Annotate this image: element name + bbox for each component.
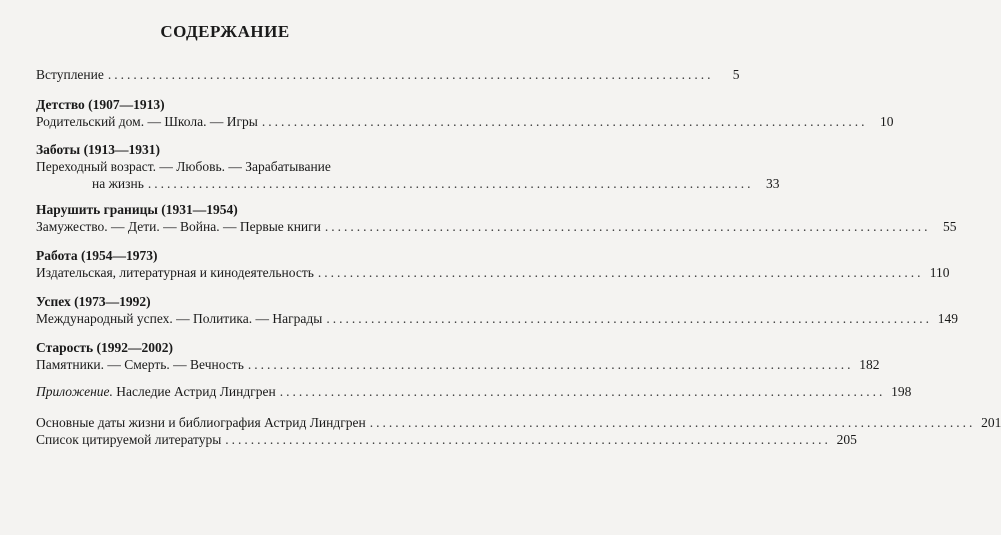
toc-entry-text: Список цитируемой литературы: [36, 432, 222, 447]
section-heading-childhood: Детство (1907—1913): [36, 97, 165, 112]
toc-entry-appendix[interactable]: [36, 383, 912, 400]
dot-leader: ...............................................................................................: [261, 114, 868, 129]
dot-leader: ...............................................................................................: [247, 357, 854, 372]
page-number: 182: [859, 357, 880, 372]
page-number: 198: [891, 384, 912, 399]
page-title: СОДЕРЖАНИЕ: [160, 22, 290, 41]
toc-entry-text: [36, 383, 276, 400]
toc-entry-text: Памятники. — Смерть. — Вечность: [36, 357, 244, 372]
page-number: 33: [765, 176, 780, 191]
toc-entry-dates[interactable]: [36, 414, 1001, 431]
page-number: 110: [929, 265, 950, 280]
toc-entry-work[interactable]: [36, 264, 950, 281]
page-number: 5: [732, 67, 740, 82]
toc-entry-text: Переходный возраст. — Любовь. — Зарабатывание: [36, 159, 331, 174]
page-number: 10: [879, 114, 894, 129]
page-number: 205: [836, 432, 857, 447]
section-heading-oldage: Старость (1992—2002): [36, 340, 174, 355]
toc-entry-text: Издательская, литературная и кинодеятельность: [36, 265, 314, 280]
section-heading-work: Работа (1954—1973): [36, 248, 158, 263]
appendix-title: Наследие Астрид Линдгрен: [112, 384, 276, 399]
page-number: 55: [943, 219, 957, 234]
dot-leader: ...............................................................................................: [369, 415, 976, 430]
dot-leader: ...............................................................................................: [225, 432, 831, 447]
toc-entry-cares-line1[interactable]: [36, 158, 406, 175]
dot-leader: ...............................................................................................: [279, 384, 886, 399]
toc-entry-text: Вступление: [36, 67, 104, 82]
toc-entry-breaking[interactable]: [36, 218, 957, 235]
dot-leader: ...............................................................................................: [317, 265, 924, 280]
toc-entry-cares-line2[interactable]: [36, 175, 780, 192]
section-heading-cares: Заботы (1913—1931): [36, 142, 161, 157]
dot-leader: ...............................................................................................: [324, 219, 931, 234]
toc-entry-oldage[interactable]: [36, 356, 880, 373]
toc-entry-literature[interactable]: [36, 431, 857, 448]
toc-entry-success[interactable]: [36, 310, 958, 327]
page-number: 201: [981, 415, 1001, 430]
section-heading-success: Успех (1973—1992): [36, 294, 151, 309]
toc-entry-text: Основные даты жизни и библиография Астрид Линдгрен: [36, 415, 366, 430]
toc-entry-text: Замужество. — Дети. — Война. — Первые книги: [36, 219, 321, 234]
appendix-label: Приложение.: [36, 384, 113, 399]
toc-entry-text: на жизнь: [92, 176, 144, 191]
section-heading-breaking: Нарушить границы (1931—1954): [36, 202, 238, 217]
dot-leader: ...............................................................................................: [326, 311, 932, 326]
dot-leader: ...............................................................................................: [147, 176, 754, 191]
dot-leader: ...............................................................................................: [107, 67, 714, 82]
page-number: 149: [937, 311, 958, 326]
table-of-contents: [36, 60, 1001, 448]
toc-entry-intro[interactable]: [36, 66, 740, 83]
toc-entry-childhood[interactable]: [36, 113, 894, 130]
toc-entry-text: Международный успех. — Политика. — Награды: [36, 311, 323, 326]
toc-entry-text: Родительский дом. — Школа. — Игры: [36, 114, 258, 129]
